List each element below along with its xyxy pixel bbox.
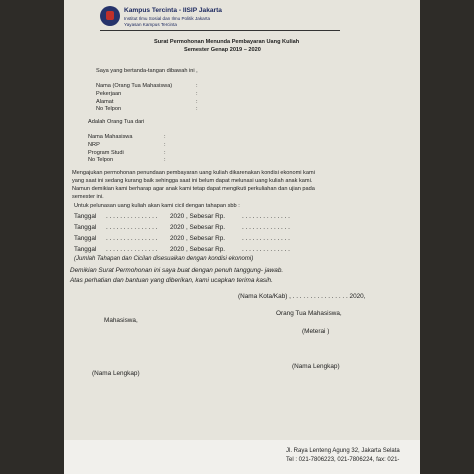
field-label: Nama Mahasiswa — [88, 134, 133, 140]
body-paragraph-line: semester ini. — [72, 194, 104, 200]
installment-label: Tanggal — [74, 246, 97, 253]
installment-amount-label: 2020 , Sebesar Rp. — [170, 213, 226, 220]
footer-address: Jl. Raya Lenteng Agung 32, Jakarta Selata — [286, 448, 400, 454]
field-label: Program Studi — [88, 150, 124, 156]
student-name-placeholder: (Nama Lengkap) — [92, 370, 140, 377]
field-label: Pekerjaan — [96, 91, 122, 97]
stamp-placeholder: (Meterai ) — [302, 328, 330, 335]
field-label: Nama (Orang Tua Mahasiswa) — [96, 83, 173, 89]
installment-label: Tanggal — [74, 224, 97, 231]
field-label: No Telpon — [96, 106, 122, 112]
installment-amount-label: 2020 , Sebesar Rp. — [170, 224, 226, 231]
body-paragraph-line: Mengajukan permohonan penundaan pembayaran uang kuliah dikarenakan kondisi ekonomi kami — [72, 170, 315, 176]
letter-title: Surat Permohonan Menunda Pembayaran Uang Kuliah — [154, 39, 300, 45]
letter-title-semester: Semester Genap 2019 – 2020 — [184, 47, 261, 53]
installment-date-dots: . . . . . . . . . . . . . . . — [106, 246, 158, 253]
installment-date-dots: . . . . . . . . . . . . . . . — [106, 235, 158, 242]
installment-amount-dots: . . . . . . . . . . . . . . — [242, 246, 290, 253]
footer — [64, 440, 420, 474]
body-paragraph-line: yang saat ini sedang kurang baik sehingga saat ini belum dapat melunasi uang kuliah anak kami. — [72, 178, 313, 184]
field-separator: : — [164, 150, 166, 156]
field-label: No Telpon — [88, 157, 114, 163]
institution-logo-icon — [100, 6, 120, 26]
student-signature-label: Mahasiswa, — [104, 317, 138, 324]
header-divider — [100, 30, 340, 31]
field-separator: : — [196, 99, 198, 105]
installment-amount-label: 2020 , Sebesar Rp. — [170, 235, 226, 242]
field-separator: : — [196, 106, 198, 112]
parent-name-placeholder: (Nama Lengkap) — [292, 363, 340, 370]
closing-line: Demikian Surat Permohonan ini saya buat dengan penuh tanggung- jawab. — [70, 267, 284, 274]
field-separator: : — [196, 83, 198, 89]
installment-date-dots: . . . . . . . . . . . . . . . — [106, 213, 158, 220]
installment-date-dots: . . . . . . . . . . . . . . . — [106, 224, 158, 231]
place-date-line: (Nama Kota/Kab) , . . . . . . . . . . . . . . . . 2020, — [238, 293, 366, 300]
field-label: NRP — [88, 142, 100, 148]
intro-line: Saya yang bertanda-tangan dibawah ini , — [96, 68, 198, 74]
parent-of-line: Adalah Orang Tua dari — [88, 119, 145, 125]
footer-phone: Tel : 021-7806223, 021-7806224, fax: 021- — [286, 457, 400, 463]
installment-note: (Jumlah Tahapan dan Cicilan disesuaikan dengan kondisi ekonomi) — [74, 256, 254, 262]
installment-label: Tanggal — [74, 235, 97, 242]
field-separator: : — [164, 142, 166, 148]
field-separator: : — [196, 91, 198, 97]
field-label: Alamat — [96, 99, 114, 105]
foundation-name: Yayasan Kampus Tercinta — [124, 22, 177, 27]
field-separator: : — [164, 157, 166, 163]
body-paragraph-line: Namun demikian kami berharap agar anak kami tetap dapat mengikuti perkuliahan dan ujian pada — [72, 186, 315, 192]
letter-page — [64, 0, 420, 474]
installment-amount-dots: . . . . . . . . . . . . . . — [242, 235, 290, 242]
installment-label: Tanggal — [74, 213, 97, 220]
installment-amount-dots: . . . . . . . . . . . . . . — [242, 224, 290, 231]
installment-amount-label: 2020 , Sebesar Rp. — [170, 246, 226, 253]
institution-name: Kampus Tercinta - IISIP Jakarta — [124, 7, 222, 14]
closing-line: Atas perhatian dan bantuan yang diberikan, kami ucapkan terima kasih. — [70, 277, 273, 284]
institution-subtitle: Institut Ilmu Sosial dan Ilmu Politik Jakarta — [124, 16, 211, 21]
installment-intro: Untuk pelunasan uang kuliah akan kami cicil dengan tahapan sbb : — [74, 203, 240, 209]
parent-signature-label: Orang Tua Mahasiswa, — [276, 310, 342, 317]
installment-amount-dots: . . . . . . . . . . . . . . — [242, 213, 290, 220]
field-separator: : — [164, 134, 166, 140]
